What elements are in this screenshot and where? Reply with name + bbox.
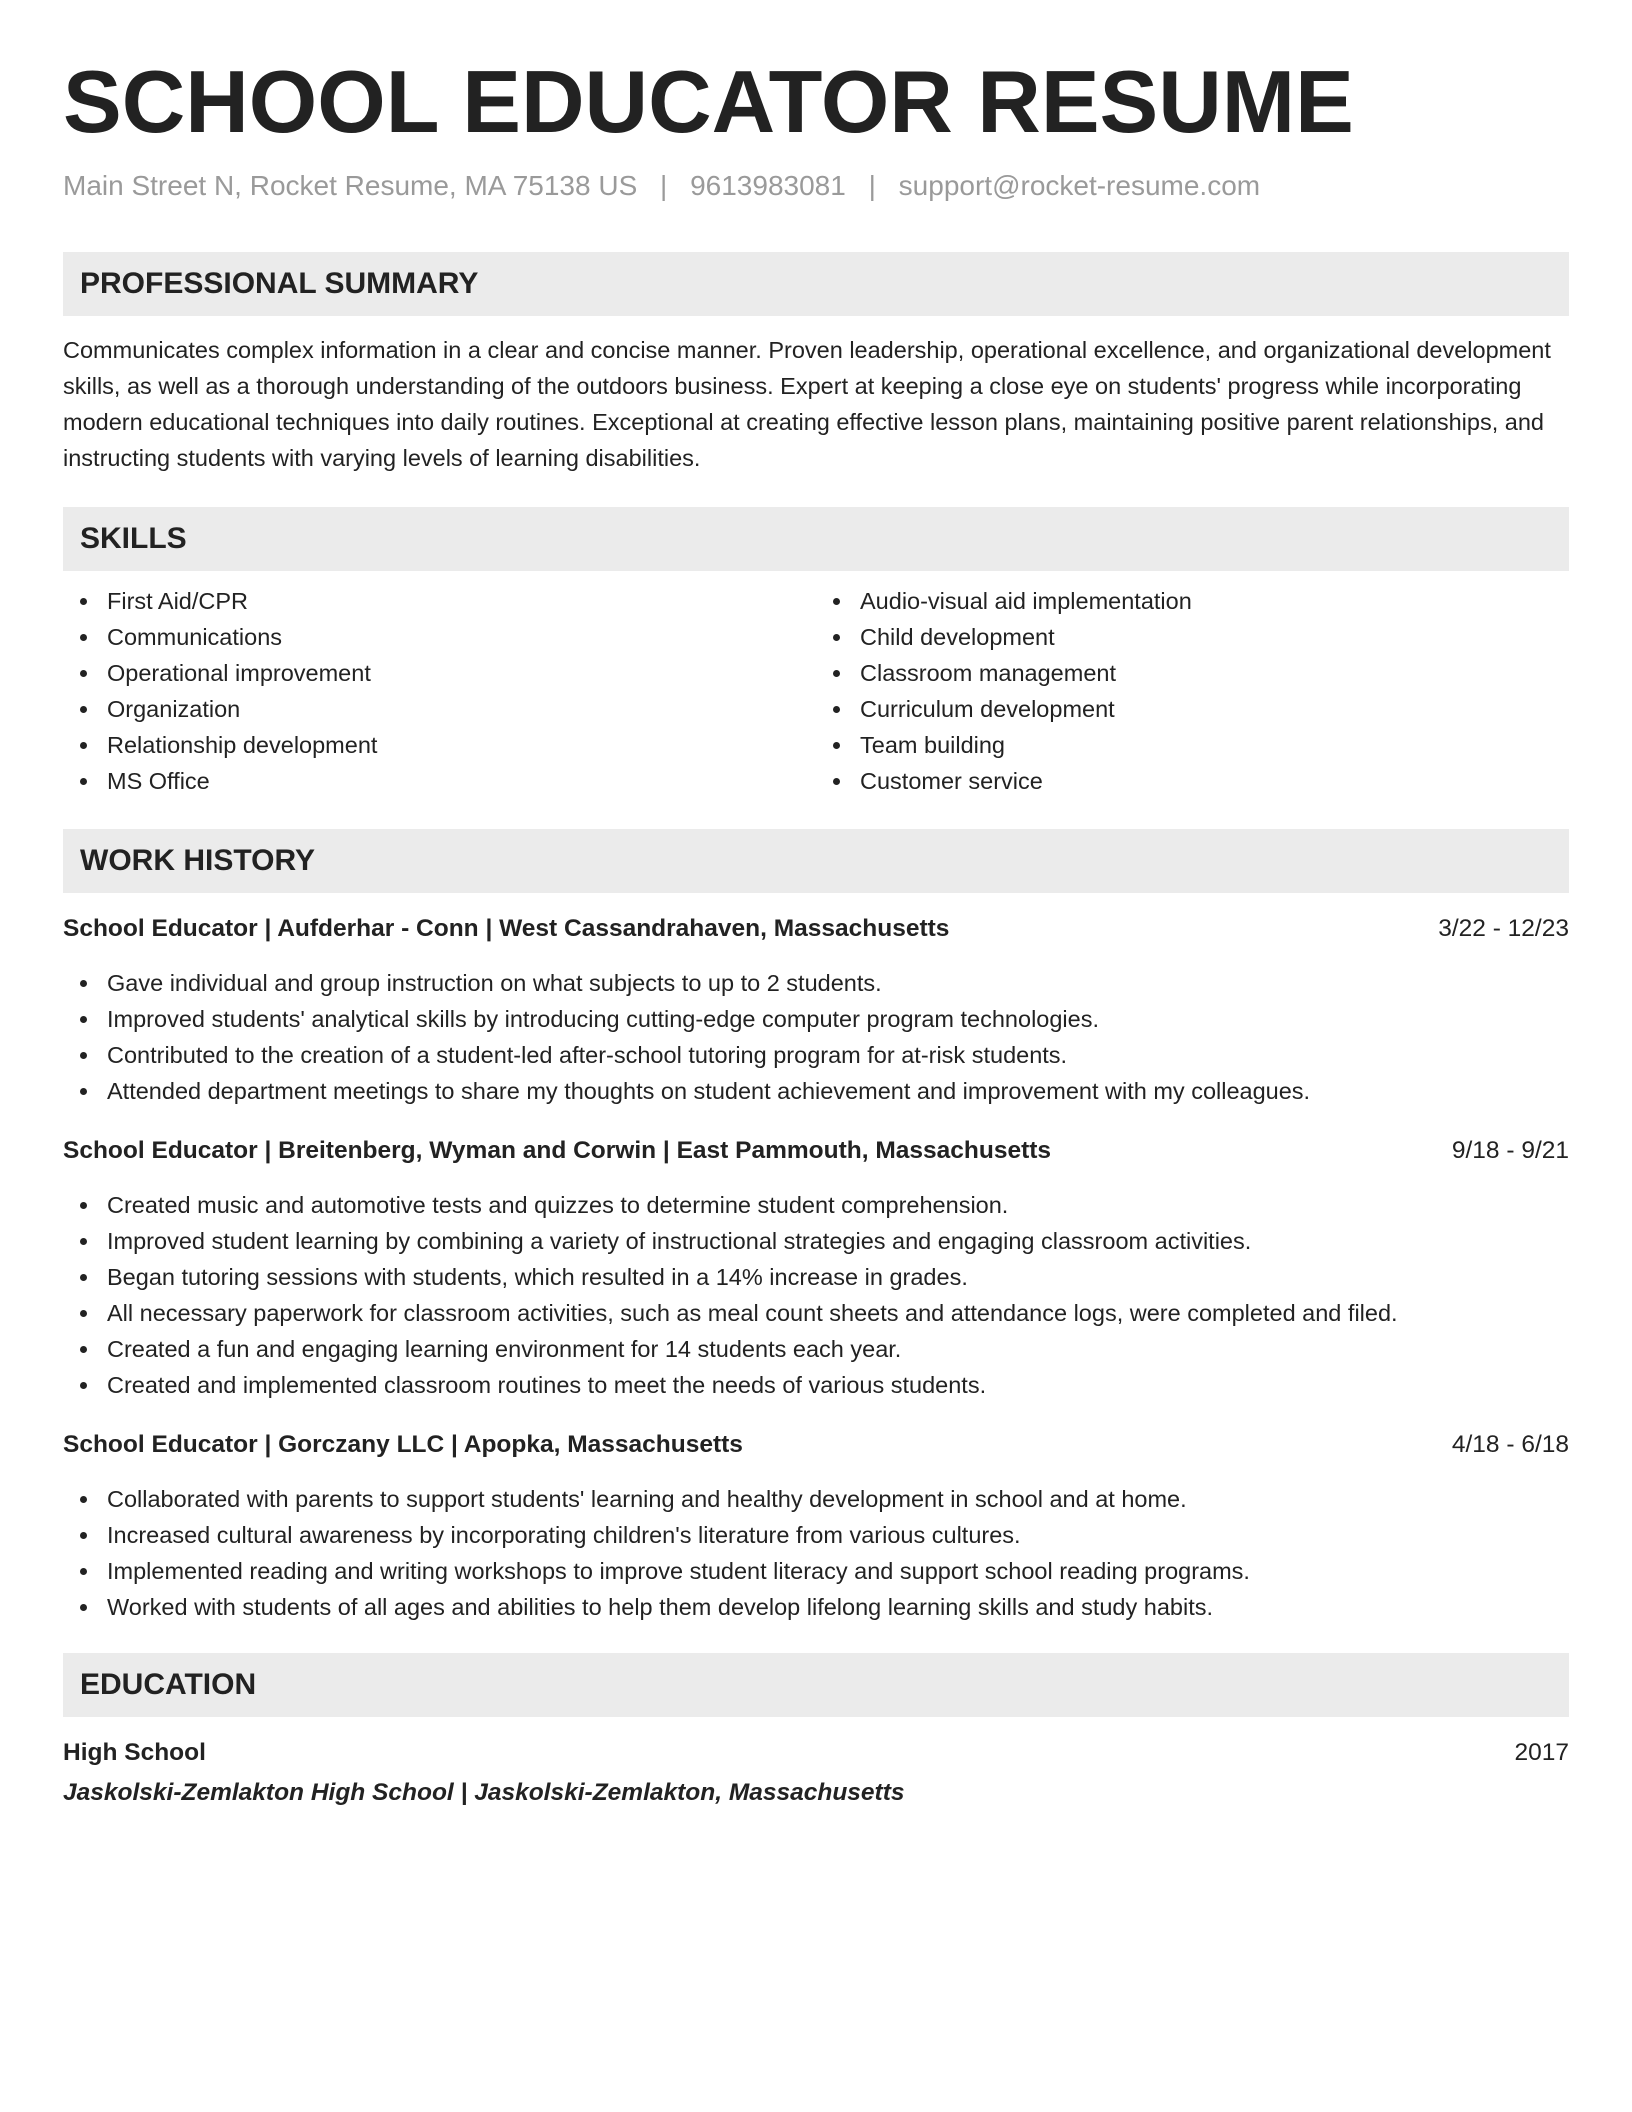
skill-item: MS Office <box>107 763 816 799</box>
job-bullet: Created a fun and engaging learning environment for 14 students each year. <box>107 1331 1569 1367</box>
job-bullet: Created music and automotive tests and quizzes to determine student comprehension. <box>107 1187 1569 1223</box>
education-year: 2017 <box>1514 1739 1569 1766</box>
job-bullet: All necessary paperwork for classroom activities, such as meal count sheets and attendance logs, were completed and filed. <box>107 1295 1569 1331</box>
skill-item: Child development <box>860 619 1569 655</box>
contact-line <box>63 168 1569 204</box>
work-history-section <box>63 829 1569 1625</box>
job-bullet: Created and implemented classroom routines to meet the needs of various students. <box>107 1367 1569 1403</box>
summary-text: Communicates complex information in a clear and concise manner. Proven leadership, operational excellence, and organizational development skills, as well as a thorough understanding of the outdoors business. Expert at keeping a close eye on students' progress while incorporating modern educational techniques into daily routines. Exceptional at creating effective lesson plans, maintaining positive parent relationships, and instructing students with varying levels of learning disabilities. <box>63 337 1551 471</box>
education-section <box>63 1653 1569 1811</box>
skills-grid <box>63 583 1569 799</box>
job-entry <box>63 911 1569 1109</box>
skill-item: Classroom management <box>860 655 1569 691</box>
contact-separator: | <box>660 170 668 201</box>
contact-address: Main Street N, Rocket Resume, MA 75138 US <box>63 170 638 201</box>
job-bullet: Improved student learning by combining a variety of instructional strategies and engaging classroom activities. <box>107 1223 1569 1259</box>
contact-separator: | <box>868 170 876 201</box>
section-heading-skills: SKILLS <box>63 507 1569 571</box>
job-bullet: Attended department meetings to share my thoughts on student achievement and improvement with my colleagues. <box>107 1073 1569 1109</box>
resume-title: SCHOOL EDUCATOR RESUME <box>63 52 1354 151</box>
skill-item: Curriculum development <box>860 691 1569 727</box>
job-dates: 3/22 - 12/23 <box>1438 915 1569 942</box>
section-heading-summary: PROFESSIONAL SUMMARY <box>63 252 1569 316</box>
education-header <box>63 1735 1569 1771</box>
skill-item: Audio-visual aid implementation <box>860 583 1569 619</box>
skills-column-right <box>816 583 1569 799</box>
job-bullet: Improved students' analytical skills by introducing cutting-edge computer program technologies. <box>107 1001 1569 1037</box>
job-bullet: Gave individual and group instruction on what subjects to up to 2 students. <box>107 965 1569 1001</box>
summary-section <box>63 252 1569 476</box>
job-bullets <box>63 1481 1569 1625</box>
job-dates: 4/18 - 6/18 <box>1451 1431 1569 1458</box>
contact-phone: 9613983081 <box>690 170 846 201</box>
skills-section <box>63 507 1569 799</box>
section-heading-education: EDUCATION <box>63 1653 1569 1717</box>
job-bullet: Worked with students of all ages and abilities to help them develop lifelong learning skills and study habits. <box>107 1589 1569 1625</box>
skill-item: Relationship development <box>107 727 816 763</box>
job-bullet: Contributed to the creation of a student-led after-school tutoring program for at-risk students. <box>107 1037 1569 1073</box>
job-entry <box>63 1427 1569 1625</box>
job-header <box>63 1133 1569 1169</box>
job-entry <box>63 1133 1569 1403</box>
skill-item: First Aid/CPR <box>107 583 816 619</box>
job-bullets <box>63 965 1569 1109</box>
skill-item: Customer service <box>860 763 1569 799</box>
skill-item: Organization <box>107 691 816 727</box>
skill-item: Operational improvement <box>107 655 816 691</box>
education-degree: High School <box>63 1739 206 1766</box>
job-bullet: Collaborated with parents to support students' learning and healthy development in school and at home. <box>107 1481 1569 1517</box>
section-heading-work-history: WORK HISTORY <box>63 829 1569 893</box>
job-header <box>63 1427 1569 1463</box>
contact-email: support@rocket-resume.com <box>898 170 1261 201</box>
education-school: Jaskolski-Zemlakton High School | Jaskolski-Zemlakton, Massachusetts <box>63 1779 905 1806</box>
job-dates: 9/18 - 9/21 <box>1451 1137 1569 1164</box>
job-title: School Educator | Gorczany LLC | Apopka, Massachusetts <box>63 1431 743 1458</box>
job-bullet: Began tutoring sessions with students, which resulted in a 14% increase in grades. <box>107 1259 1569 1295</box>
job-header <box>63 911 1569 947</box>
job-title: School Educator | Breitenberg, Wyman and Corwin | East Pammouth, Massachusetts <box>63 1137 1052 1164</box>
job-title: School Educator | Aufderhar - Conn | West Cassandrahaven, Massachusetts <box>63 915 950 942</box>
skill-item: Team building <box>860 727 1569 763</box>
skill-item: Communications <box>107 619 816 655</box>
job-bullets <box>63 1187 1569 1403</box>
job-bullet: Implemented reading and writing workshops to improve student literacy and support school reading programs. <box>107 1553 1569 1589</box>
job-bullet: Increased cultural awareness by incorporating children's literature from various cultures. <box>107 1517 1569 1553</box>
skills-column-left <box>63 583 816 799</box>
